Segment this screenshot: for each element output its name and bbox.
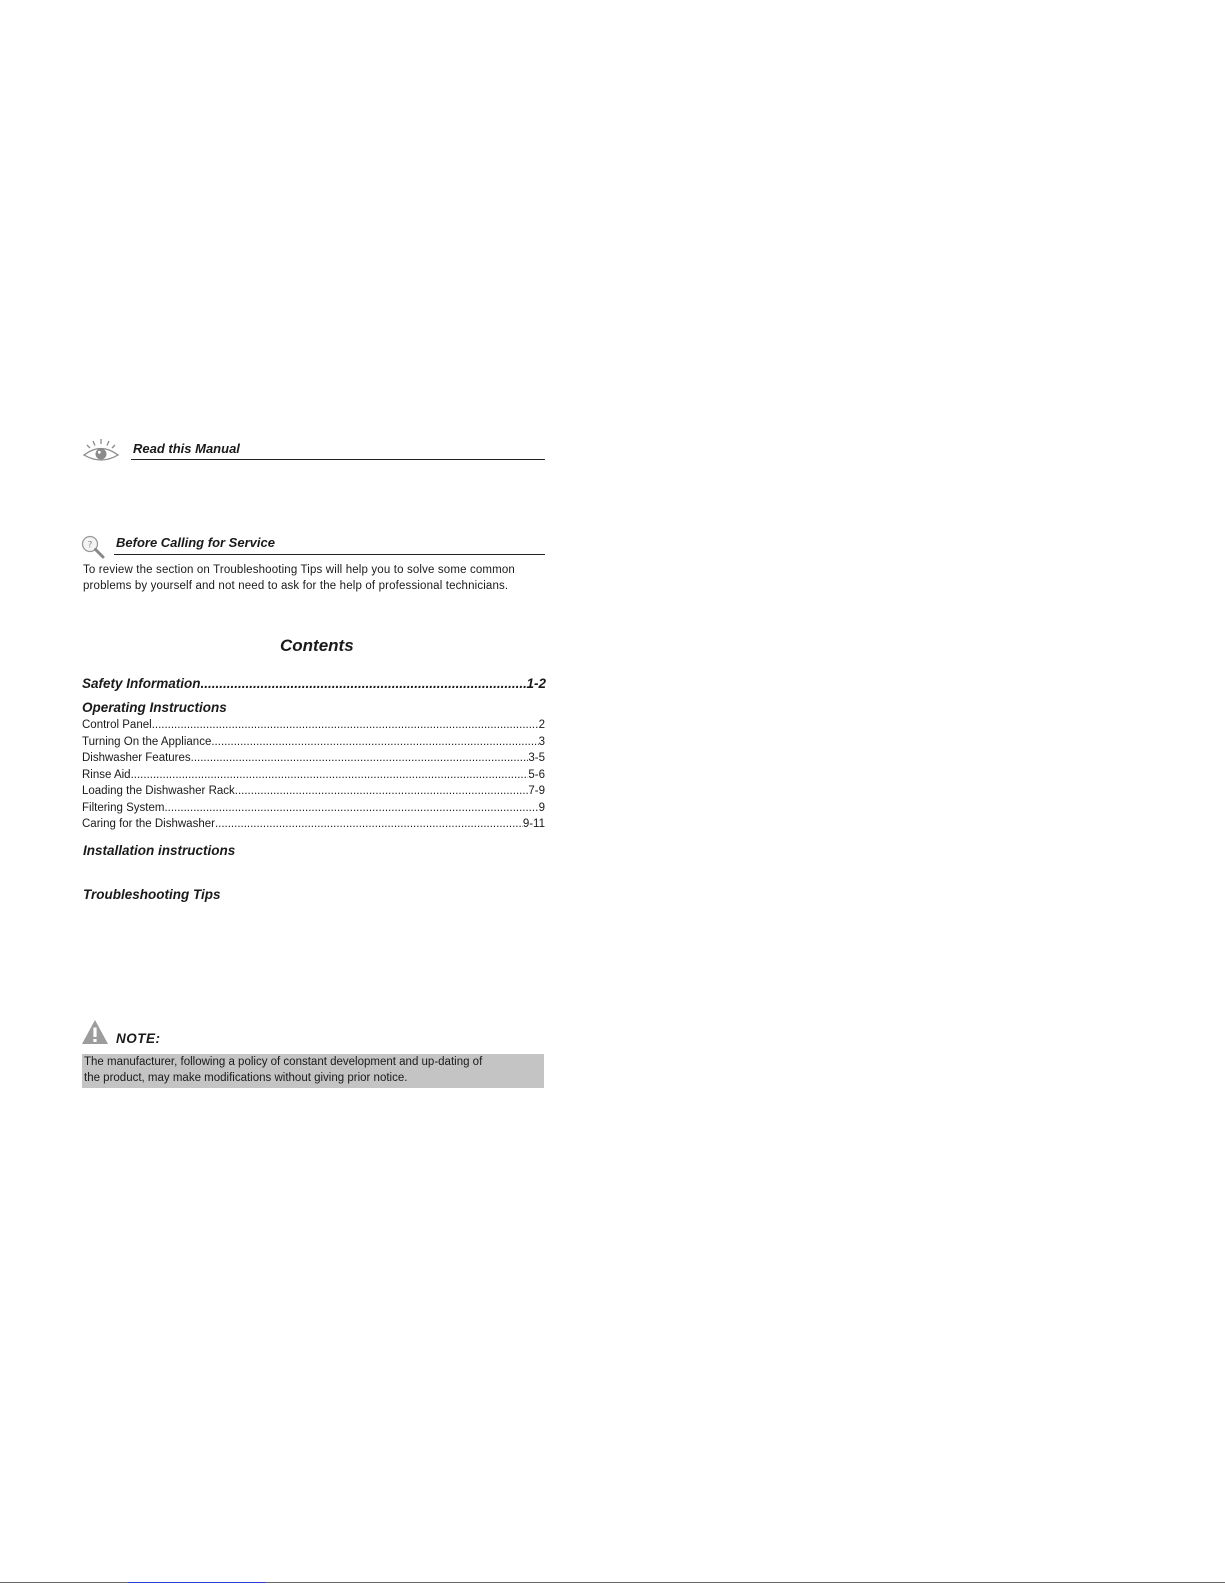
toc-pages: 1-2 <box>526 676 546 691</box>
toc-label: Safety Information <box>82 676 201 691</box>
before-service-text <box>83 563 583 594</box>
toc-installation-heading: Installation instructions <box>83 843 236 858</box>
toc-item-dishwasher-features <box>82 752 545 769</box>
contents-title: Contents <box>280 636 354 655</box>
toc-label: Dishwasher Features <box>82 752 191 764</box>
footer-link-underline <box>128 1582 266 1583</box>
toc-pages: 9-11 <box>522 818 545 830</box>
before-service-line: To review the section on Troubleshooting Tips will help you to solve some common <box>83 564 515 576</box>
toc-label: Control Panel <box>82 719 152 731</box>
toc-leader <box>191 752 529 764</box>
note-line: The manufacturer, following a policy of constant development and up-dating of <box>84 1056 483 1068</box>
toc-label: Filtering System <box>82 801 165 814</box>
before-service-title: Before Calling for Service <box>116 535 275 550</box>
toc-item-caring <box>82 818 545 835</box>
toc-leader <box>152 719 539 731</box>
toc-pages: 7-9 <box>528 785 545 797</box>
note-title: NOTE: <box>116 1031 161 1046</box>
note-box <box>82 1054 544 1088</box>
toc-leader <box>131 769 529 781</box>
toc-label: Turning On the Appliance <box>82 735 212 748</box>
toc-item-filtering-system <box>82 802 545 819</box>
before-service-rule <box>114 554 545 555</box>
note-line: the product, may make modifications without giving prior notice. <box>84 1071 408 1084</box>
toc-pages: 2 <box>538 719 545 731</box>
toc-leader <box>211 736 538 748</box>
toc-label: Rinse Aid <box>82 768 131 781</box>
svg-text:?: ? <box>87 540 93 551</box>
toc-item-loading-rack <box>82 785 545 802</box>
toc-leader <box>235 785 529 797</box>
toc-leader <box>164 802 538 814</box>
toc-operating-instructions-heading: Operating Instructions <box>82 700 227 715</box>
before-service-line: problems by yourself and not need to ask for the help of professional technicians. <box>83 579 509 592</box>
toc-label: Loading the Dishwasher Rack <box>82 785 235 797</box>
toc-leader <box>215 818 523 830</box>
toc-pages: 5-6 <box>528 768 545 781</box>
toc-troubleshooting-heading: Troubleshooting Tips <box>83 887 221 902</box>
read-manual-title: Read this Manual <box>133 441 240 456</box>
toc-pages: 3 <box>538 735 545 748</box>
toc-pages: 3-5 <box>528 752 545 764</box>
toc-pages: 9 <box>538 801 545 814</box>
toc-item-turning-on <box>82 736 545 753</box>
toc-safety-information <box>82 676 546 691</box>
toc-item-rinse-aid <box>82 769 545 786</box>
toc-leader <box>201 676 527 691</box>
toc-operating-list <box>82 719 545 835</box>
toc-label: Caring for the Dishwasher <box>82 818 215 830</box>
warning-triangle-icon <box>81 1019 109 1045</box>
magnifier-question-icon <box>80 534 106 560</box>
eye-icon <box>82 438 120 466</box>
read-manual-rule <box>131 459 545 460</box>
toc-item-control-panel <box>82 719 545 736</box>
